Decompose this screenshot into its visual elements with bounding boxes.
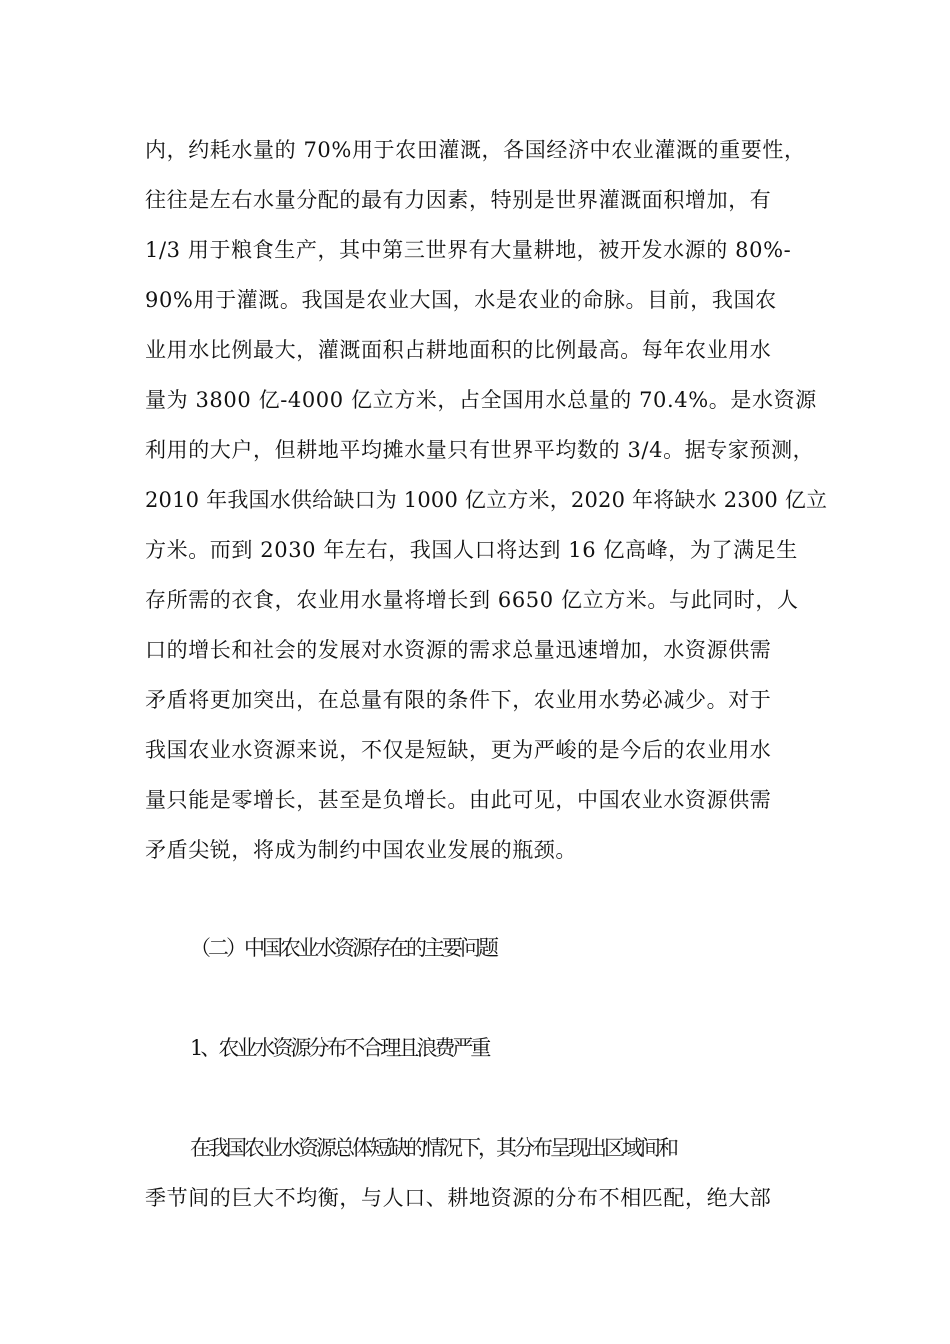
section-heading: （二）中国农业水资源存在的主要问题 [190, 936, 496, 960]
text-line: 方米。而到 2030 年左右，我国人口将达到 16 亿高峰，为了满足生 [145, 538, 798, 562]
text-line: 90%用于灌溉。我国是农业大国，水是农业的命脉。目前，我国农 [145, 288, 777, 312]
text-line: 2010 年我国水供给缺口为 1000 亿立方米，2020 年将缺水 2300 亿立 [145, 488, 828, 512]
text-line: 量为 3800 亿-4000 亿立方米，占全国用水总量的 70.4%。是水资源 [145, 388, 817, 412]
text-line: 矛盾将更加突出，在总量有限的条件下，农业用水势必减少。对于 [145, 688, 772, 712]
text-line: 口的增长和社会的发展对水资源的需求总量迅速增加，水资源供需 [145, 638, 772, 662]
text-line: 存所需的衣食，农业用水量将增长到 6650 亿立方米。与此同时，人 [145, 588, 799, 612]
text-line: 量只能是零增长，甚至是负增长。由此可见，中国农业水资源供需 [145, 788, 772, 812]
text-line: 矛盾尖锐，将成为制约中国农业发展的瓶颈。 [145, 838, 577, 862]
subsection-heading: 1、农业水资源分布不合理且浪费严重 [190, 1036, 489, 1060]
text-line: 往往是左右水量分配的最有力因素，特别是世界灌溉面积增加，有 [145, 188, 772, 212]
text-line: 内，约耗水量的 70%用于农田灌溉，各国经济中农业灌溉的重要性， [145, 138, 806, 162]
text-line: 1/3 用于粮食生产，其中第三世界有大量耕地，被开发水源的 80%- [145, 238, 792, 262]
text-line: 利用的大户，但耕地平均摊水量只有世界平均数的 3/4。据专家预测， [145, 438, 815, 462]
text-line: 季节间的巨大不均衡，与人口、耕地资源的分布不相匹配，绝大部 [145, 1186, 772, 1210]
text-line: 业用水比例最大，灌溉面积占耕地面积的比例最高。每年农业用水 [145, 338, 772, 362]
text-line: 我国农业水资源来说，不仅是短缺，更为严峻的是今后的农业用水 [145, 738, 772, 762]
text-line: 在我国农业水资源总体短缺的情况下，其分布呈现出区域间和 [190, 1136, 676, 1160]
